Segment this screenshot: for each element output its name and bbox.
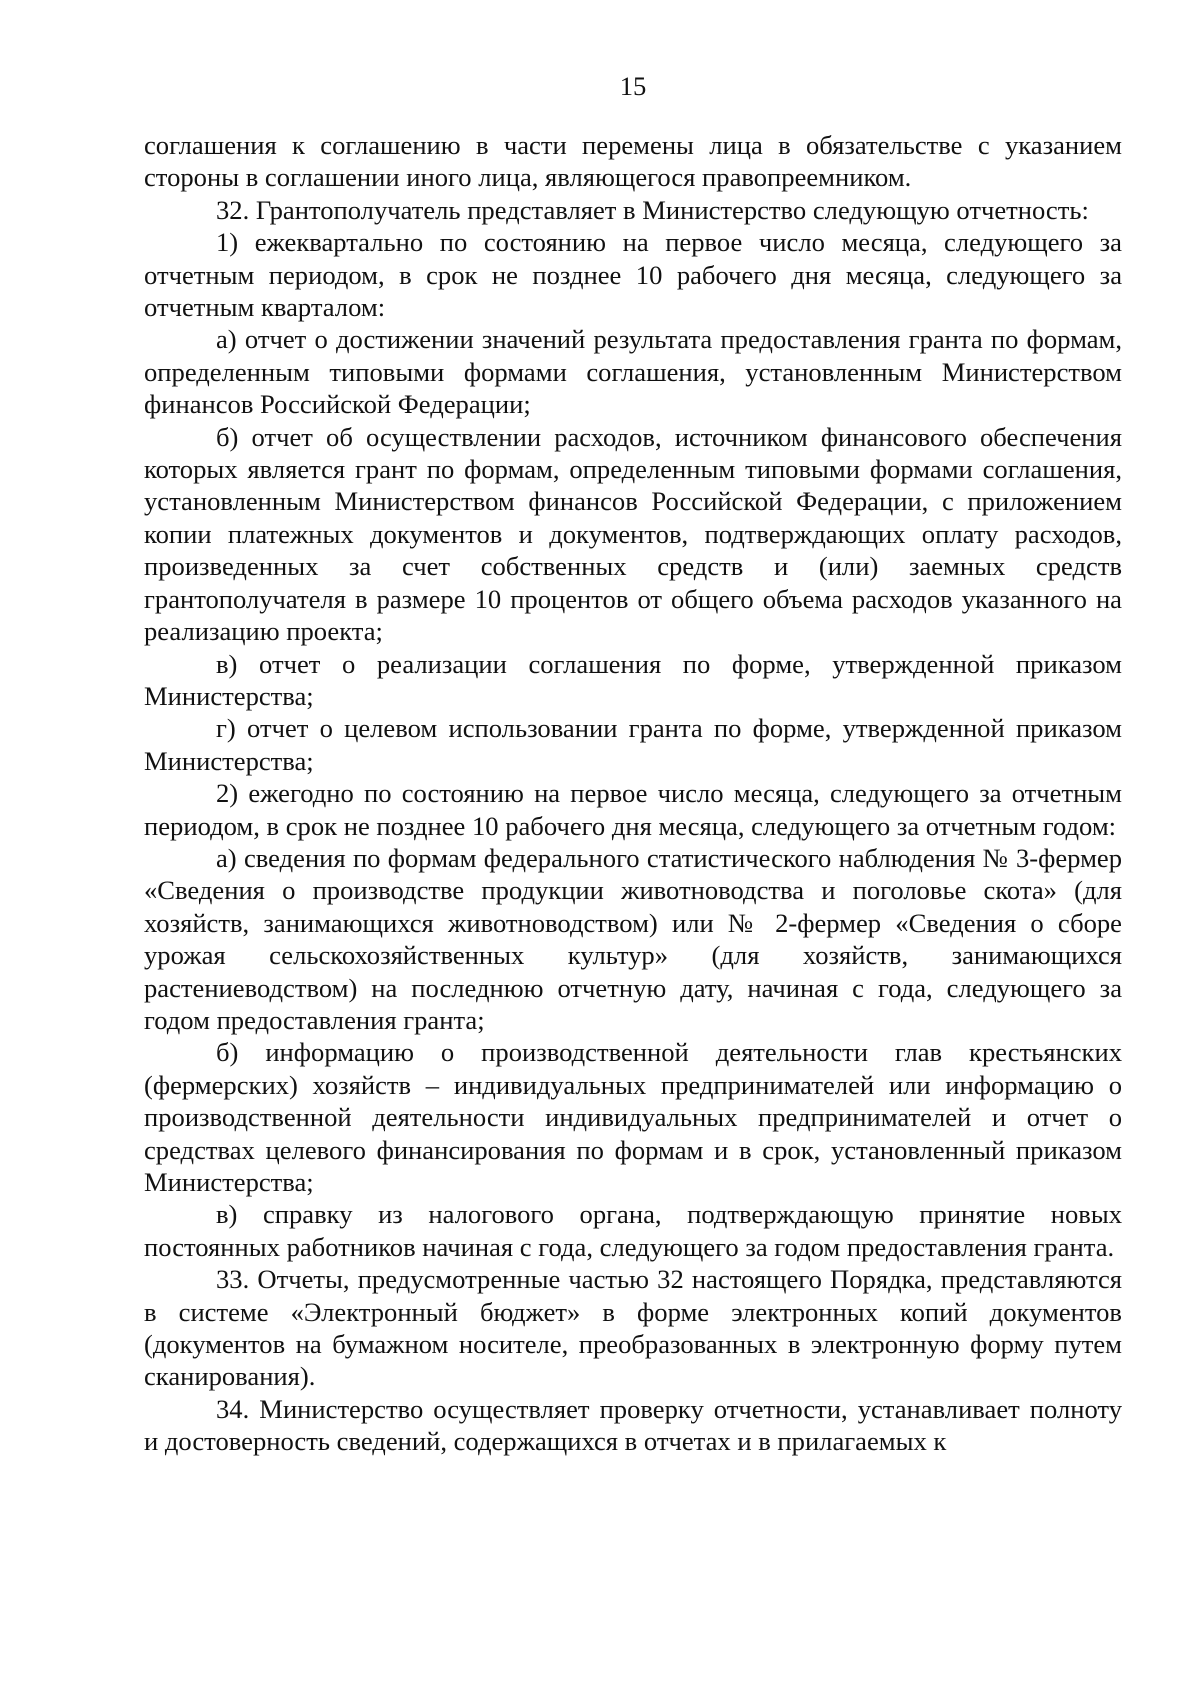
paragraph-32: 32. Грантополучатель представляет в Министерство следующую отчетность: [216,194,1089,225]
paragraph-32-2-b: б) информацию о производственной деятельности глав крестьянских (фермерских) хозяйств – индивидуальных предпринимателей или информацию о производственной деятельности индивидуальных предпринимателей и отчет о средствах целевого финансирования по формам и в срок, установленный приказом Министерства; [144,1037,1122,1197]
paragraph-33: 33. Отчеты, предусмотренные частью 32 настоящего Порядка, представляются в системе «Электронный бюджет» в форме электронных копий документов (документов на бумажном носителе, преобразованных в электронную форму путем сканирования). [144,1264,1122,1392]
paragraph-continuation: соглашения к соглашению в части перемены лица в обязательстве с указанием стороны в соглашении иного лица, являющегося правопреемником. [144,130,1122,193]
paragraph-32-2: 2) ежегодно по состоянию на первое число месяца, следующего за отчетным периодом, в срок не позднее 10 рабочего дня месяца, следующего за отчетным годом: [144,778,1122,841]
paragraph-32-2-a: а) сведения по формам федерального статистического наблюдения № 3-фермер «Сведения о производстве продукции животноводства и поголовье скота» (для хозяйств, занимающихся животноводством) или № 2-фермер «Сведения о сборе урожая сельскохозяйственных культур» (для хозяйств, занимающихся растениеводством) на последнюю отчетную дату, начиная с года, следующего за годом предоставления гранта; [144,842,1122,1035]
paragraph-34: 34. Министерство осуществляет проверку отчетности, устанавливает полноту и достоверность сведений, содержащихся в отчетах и в прилагаемых к [144,1393,1122,1457]
paragraph-32-2-v: в) справку из налогового органа, подтверждающую принятие новых постоянных работников начиная с года, следующего за годом предоставления гранта. [144,1199,1122,1262]
paragraph-32-1: 1) ежеквартально по состоянию на первое число месяца, следующего за отчетным периодом, в срок не позднее 10 рабочего дня месяца, следующего за отчетным кварталом: [144,227,1122,323]
paragraph-32-1-b: б) отчет об осуществлении расходов, источником финансового обеспечения которых является грант по формам, определенным типовыми формами соглашения, установленным Министерством финансов Российской Федерации, с приложением копии платежных документов и документов, подтверждающих оплату расходов, произведенных за счет собственных средств и (или) заемных средств грантополучателя в размере 10 процентов от общего объема расходов указанного на реализацию проекта; [144,421,1122,647]
paragraph-32-1-g: г) отчет о целевом использовании гранта по форме, утвержденной приказом Министерства; [144,713,1122,776]
document-page [144,70,1122,1458]
page-number: 15 [619,71,647,101]
paragraph-32-1-v: в) отчет о реализации соглашения по форме, утвержденной приказом Министерства; [144,648,1122,711]
paragraph-32-1-a: а) отчет о достижении значений результата предоставления гранта по формам, определенным типовыми формами соглашения, установленным Министерством финансов Российской Федерации; [144,324,1122,420]
